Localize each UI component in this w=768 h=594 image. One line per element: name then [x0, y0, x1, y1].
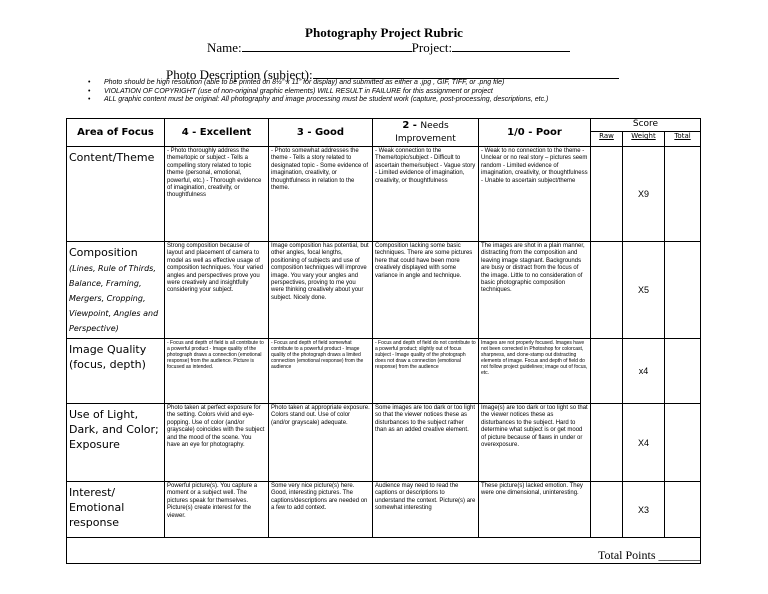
weight-cell: x4: [623, 339, 665, 404]
name-blank: [242, 39, 412, 52]
area-detail: (Lines, Rule of Thirds, Balance, Framing, Mergers, Cropping, Viewpoint, Angles and Perspective): [69, 264, 159, 333]
table-row: [67, 242, 701, 339]
good-cell: Photo taken at appropriate exposure. Colors stand out. Use of color (and/or grayscale) adequate.: [269, 404, 373, 482]
description-blank: [313, 66, 619, 79]
description-label: Photo Description (subject):: [166, 67, 313, 82]
excellent-cell: - Photo thoroughly address the theme/topic or subject - Tells a compelling story related to topic theme (personal, emotional, powerful, etc.) - Thorough evidence of imagination, creativity, or thoughtfulness: [165, 147, 269, 242]
needs-cell: Composition lacking some basic techniques. There are some pictures here that could have been more creatively displayed with some variance in angle and technique.: [373, 242, 479, 339]
table-row: [67, 147, 701, 242]
needs-number: 2 -: [402, 120, 421, 131]
total-score-cell[interactable]: [665, 242, 701, 339]
rubric-table: [66, 118, 701, 564]
raw-score-cell[interactable]: [591, 482, 623, 538]
instruction-item: • Photo should be high resolution (able to be printed on 8½” x 11” for display) and submitted as either a .jpg , GIF, TIFF, or .png file): [88, 79, 548, 88]
area-label: Use of Light, Dark, and Color; Exposure: [69, 408, 159, 451]
excellent-cell: - Focus and depth of field is all contribute to a powerful product - Image quality of the photograph draws a connection (emotional response) from the audience. Picture is focused as intended.: [165, 339, 269, 404]
excellent-cell: Photo taken at perfect exposure for the setting. Colors vivid and eye-popping. Use of color (and/or grayscale) coincides with the subject and the mood of the scene. You have an eye for photography.: [165, 404, 269, 482]
table-row: [67, 339, 701, 404]
area-cell: [67, 404, 165, 482]
needs-cell: Audience may need to read the captions or descriptions to understand the context. Picture(s) are somewhat interesting: [373, 482, 479, 538]
total-score-cell[interactable]: [665, 147, 701, 242]
header-score: Score: [591, 119, 701, 132]
excellent-cell: Powerful picture(s). You capture a moment or a subject well. The pictures speak for themselves. Picture(s) create interest for the viewer.: [165, 482, 269, 538]
poor-cell: These picture(s) lacked emotion. They were one dimensional, uninteresting.: [479, 482, 591, 538]
weight-cell: X3: [623, 482, 665, 538]
total-points-label: Total Points _______: [598, 548, 701, 562]
header-good: 3 - Good: [269, 119, 373, 147]
needs-cell: Some images are too dark or too light so that the viewer notices these as disturbances to the subject rather than as an added creative element.: [373, 404, 479, 482]
area-label: Composition: [69, 246, 138, 259]
header-needs-improvement: [373, 119, 479, 147]
table-row: [67, 482, 701, 538]
header-weight: Weight: [623, 132, 665, 147]
project-label: Project:: [411, 40, 453, 55]
needs-cell: - Focus and depth of field do not contribute to a powerful product; slightly out of focus subject - Image quality of the photograph does not draw a connection (emotional response) from the audience: [373, 339, 479, 404]
area-cell: [67, 242, 165, 339]
header-area-of-focus: Area of Focus: [67, 119, 165, 147]
poor-cell: The images are shot in a plain manner, distracting from the composition and leaving image stagnant. Backgrounds are busy or distract from the focus of the image. Little to no consideration of basic photographic composition techniques.: [479, 242, 591, 339]
good-cell: - Focus and depth of field somewhat contribute to a powerful product - Image quality of the photograph draws a limited connection (emotional response) from the audience: [269, 339, 373, 404]
poor-cell: - Weak to no connection to the theme - Unclear or no real story – pictures seem random - Limited evidence of imagination, creativity, or thoughtfulness - Unable to ascertain subject/theme: [479, 147, 591, 242]
needs-line2: Improvement: [395, 134, 456, 144]
good-cell: - Photo somewhat addresses the theme - Tells a story related to designated topic - Some evidence of imagination, creativity, or thoughtfulness in relation to the theme.: [269, 147, 373, 242]
total-score-cell[interactable]: [665, 482, 701, 538]
good-cell: Some very nice picture(s) here. Good, interesting pictures. The captions/descriptions are needed on a few to add context.: [269, 482, 373, 538]
total-score-cell[interactable]: [665, 339, 701, 404]
weight-cell: X5: [623, 242, 665, 339]
area-cell: [67, 147, 165, 242]
name-project-line: [207, 39, 570, 56]
page-title: Photography Project Rubric: [305, 25, 463, 40]
weight-cell: X4: [623, 404, 665, 482]
area-cell: [67, 482, 165, 538]
header-excellent: 4 - Excellent: [165, 119, 269, 147]
raw-score-cell[interactable]: [591, 242, 623, 339]
name-label: Name:: [207, 40, 242, 55]
raw-score-cell[interactable]: [591, 404, 623, 482]
raw-score-cell[interactable]: [591, 339, 623, 404]
header-total: Total: [665, 132, 701, 147]
instructions-list: [88, 79, 548, 105]
area-label: Content/Theme: [69, 151, 155, 164]
instruction-item: • ALL graphic content must be original: All photography and image processing must be student work (capture, post-processing, descriptions, etc.): [88, 96, 548, 105]
needs-word: Needs: [420, 121, 449, 131]
area-cell: [67, 339, 165, 404]
area-label: Image Quality (focus, depth): [69, 343, 147, 371]
weight-cell: X9: [623, 147, 665, 242]
excellent-cell: Strong composition because of layout and placement of camera to model as well as effective usage of composition techniques. Your varied angles and perspectives prove you were creatively and insightfully considering your subject.: [165, 242, 269, 339]
poor-cell: Image(s) are too dark or too light so that the viewer notices these as disturbances to the subject. Hard to determine what subject is or get mood of picture because of flaws in under or overexposure.: [479, 404, 591, 482]
instruction-item: • VIOLATION OF COPYRIGHT (use of non-original graphic elements) WILL RESULT in FAILURE for this assignment or project: [88, 88, 548, 97]
area-label: Interest/ Emotional response: [69, 486, 125, 529]
needs-cell: - Weak connection to the Theme/topic/subject - Difficult to ascertain theme/subject - Vague story - Limited evidence of imagination, creativity, or thoughtfulness: [373, 147, 479, 242]
table-row: [67, 404, 701, 482]
raw-score-cell[interactable]: [591, 147, 623, 242]
total-score-cell[interactable]: [665, 404, 701, 482]
project-blank: [452, 39, 570, 52]
good-cell: Image composition has potential, but other angles, focal lengths, positioning of subjects and use of composition techniques will improve image. You vary your angles and perspectives, proving to me you were thinking creatively about your subject. Nicely done.: [269, 242, 373, 339]
poor-cell: Images are not properly focused. Images have not been corrected in Photoshop for colorcast, sharpness, and clone-stamp out distracting elements of image. Focus and depth of field do not follow project guidelines; image out of focus, etc.: [479, 339, 591, 404]
header-raw: Raw: [591, 132, 623, 147]
header-poor: 1/0 - Poor: [479, 119, 591, 147]
